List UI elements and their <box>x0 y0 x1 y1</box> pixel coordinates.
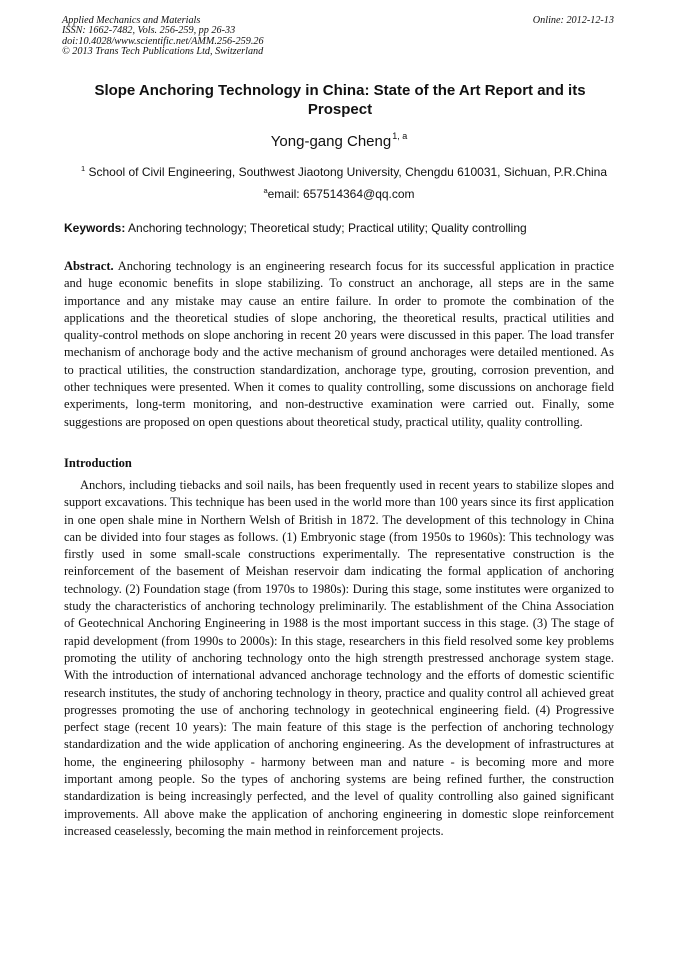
introduction-heading: Introduction <box>64 456 132 470</box>
email-text: email: 657514364@qq.com <box>267 187 415 201</box>
journal-copyright: © 2013 Trans Tech Publications Ltd, Switzerland <box>62 46 264 58</box>
abstract-text: Anchoring technology is an engineering research focus for its successful application in practice and huge economic benefits in slope stabilizing. To construct an anchorage, all steps are in the same importance and any mistake may cause an entire failure. In order to promote the combination of the applications and the theoretical studies of slope anchoring, the theoretical results, practical utilities and quality-control methods on slope anchoring in recent 20 years were discussed in this paper. The load transfer mechanism of anchorage body and the active mechanism of ground anchorages were detailed mentioned. As to practical utilities, the construction standardization, anchorage type, grouting, corrosion prevention, and other techniques were presented. When it comes to quality controlling, some discussions on anchorage field experiments, long-term monitoring, and non-destructive examination were carried out. Finally, some suggestions are proposed on open questions about theoretical study, practical utility, quality controlling. <box>64 259 615 429</box>
author-affiliation-mark: 1, a <box>392 131 408 141</box>
journal-issn: ISSN: 1662-7482, Vols. 256-259, pp 26-33 <box>62 25 236 37</box>
online-date: Online: 2012-12-13 <box>532 15 614 26</box>
journal-doi: doi:10.4028/www.scientific.net/AMM.256-259.26 <box>62 35 264 47</box>
author-line <box>0 131 678 150</box>
author-name: Yong-gang Cheng <box>270 133 392 150</box>
introduction-paragraph: Anchors, including tiebacks and soil nails, has been frequently used in recent years to stabilize slopes and support excavations. This technique has been used in the world more than 100 years since its first application in one open shale mine in Northern Welsh of British in 1872. The development of this technology in China can be divided into four stages as follows. (1) Embryonic stage (from 1950s to 1960s): This technology was firstly used in some small-scale constructions experimentally. The representative construction is the reinforcement of the basement of Meishan reservoir dam indicating the formal application of anchoring technology. (2) Foundation stage (from 1970s to 1980s): During this stage, some institutes were organized to study the characteristics of anchoring technology preliminarily. The establishment of the China Association of Geotechnical Anchoring Engineering in 1988 is the most important success in this stage. (3) The stage of rapid development (from 1990s to 2000s): In this stage, researchers in this field resolved some key problems promoting the utility of anchoring technology onto the high strength prestressed anchorage system stage. With the introduction of international advanced anchorage technology and the efforts of domestic scientific research institutes, the study of anchoring technology in theory, practice and quality control all achieved great progresses promoting the use of anchoring technology in geotechnical engineering field. (4) Progressive perfect stage (recent 10 years): The main feature of this stage is the perfection of anchoring technology standardization and the wide application of anchoring engineering. As the development of infrastructures at home, the engineering philosophy - harmony between man and nature - is becoming more and more important among people. So the types of anchoring systems are being refined further, the construction standardization is being increasingly perfected, and the level of quality controlling also gained significant improvements. All above make the application of anchoring engineering in domestic slope reinforcement increased ceaselessly, becoming the main method in reinforcement projects. <box>64 478 614 838</box>
affiliation-mark: 1 <box>80 164 86 173</box>
keywords-label: Keywords: <box>64 221 126 235</box>
journal-info <box>62 16 614 58</box>
email-mark: a <box>263 186 268 195</box>
affiliation-text: School of Civil Engineering, Southwest Jiaotong University, Chengdu 610031, Sichuan, P.R.China <box>88 165 608 179</box>
abstract-label: Abstract. <box>64 259 114 273</box>
paper-title: Slope Anchoring Technology in China: State of the Art Report and its Prospect <box>94 82 586 118</box>
keywords <box>64 221 624 235</box>
author-email <box>0 186 678 201</box>
journal-name: Applied Mechanics and Materials <box>62 15 201 26</box>
journal-header <box>62 16 614 58</box>
affiliation <box>64 164 624 179</box>
abstract <box>64 258 614 431</box>
keywords-text: Anchoring technology; Theoretical study; Practical utility; Quality controlling <box>128 221 527 235</box>
